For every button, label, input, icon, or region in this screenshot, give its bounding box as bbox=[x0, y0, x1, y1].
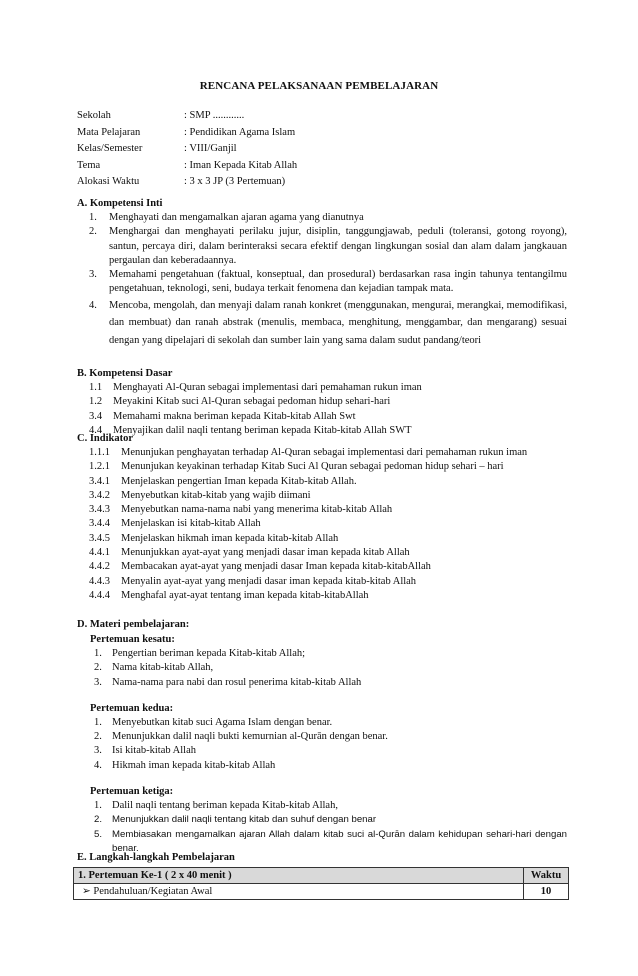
list-item bbox=[89, 589, 567, 603]
list-item bbox=[89, 395, 567, 409]
list-item bbox=[89, 268, 567, 297]
item-text: Menyebutkan kitab suci Agama Islam dengan benar. bbox=[112, 716, 333, 728]
list-item bbox=[89, 410, 567, 424]
table-cell: ➢ Pendahuluan/Kegiatan Awal bbox=[74, 884, 524, 900]
list-item bbox=[89, 446, 567, 460]
list-item bbox=[89, 297, 567, 350]
item-number: 3. bbox=[89, 269, 97, 281]
list-item bbox=[89, 460, 567, 474]
identity-value: : Pendidikan Agama Islam bbox=[184, 126, 296, 138]
item-text: Nama-nama para nabi dan rosul penerima kitab-kitab Allah bbox=[112, 676, 362, 688]
list-item bbox=[89, 475, 567, 489]
list-item bbox=[89, 532, 567, 546]
item-number: 4. bbox=[89, 299, 97, 311]
item-text: Menunjukkan dalil naqli tentang kitab dan suhuf dengan benar bbox=[112, 814, 377, 826]
identity-value: : Iman Kepada Kitab Allah bbox=[184, 159, 298, 171]
pertemuan-heading: Pertemuan kedua: bbox=[90, 702, 174, 714]
item-number: 1.2 bbox=[89, 396, 103, 408]
section-materi bbox=[77, 617, 567, 856]
item-number: 1. bbox=[89, 212, 97, 223]
identity-label: Sekolah bbox=[77, 110, 111, 121]
item-number: 1. bbox=[94, 716, 102, 728]
item-number: 3.4.2 bbox=[89, 489, 110, 501]
item-text: Dalil naqli tentang beriman kepada Kitab-kitab Allah, bbox=[112, 800, 338, 812]
pertemuan-heading: Pertemuan ketiga: bbox=[90, 786, 174, 798]
item-number: 4.4.4 bbox=[89, 589, 110, 601]
item-text: Isi kitab-kitab Allah bbox=[112, 745, 196, 757]
item-text: Meyakini Kitab suci Al-Quran sebagai pedoman hidup sehari-hari bbox=[113, 396, 391, 408]
list-item bbox=[94, 730, 567, 744]
item-text: Menghayati Al-Quran sebagai implementasi dari pemahaman rukun iman bbox=[113, 382, 422, 393]
identity-value: : VIII/Ganjil bbox=[184, 143, 237, 155]
section-heading: D. Materi pembelajaran: bbox=[77, 619, 190, 630]
list-item bbox=[94, 661, 567, 675]
item-text: Menjelaskan hikmah iman kepada kitab-kitab Allah bbox=[121, 532, 339, 544]
table-row bbox=[74, 884, 569, 900]
list-item bbox=[89, 225, 567, 268]
identity-row bbox=[77, 141, 557, 158]
list-item bbox=[89, 503, 567, 517]
item-text: Mencoba, mengolah, dan menyaji dalam ranah konkret (menggunakan, mengurai, merangkai, memodifikasi, dan membuat) dan ranah abstrak (menulis, membaca, menghitung, menggambar, dan mengarang) sesuai dengan yang dipelajari di sekolah dan sumber lain yang sama dalam sudut pandang/teori bbox=[109, 299, 567, 346]
identity-block bbox=[77, 108, 557, 191]
section-indikator bbox=[77, 431, 567, 603]
list-item bbox=[94, 759, 567, 773]
item-number: 2. bbox=[94, 814, 103, 826]
list-item bbox=[89, 546, 567, 560]
item-number: 3.4.5 bbox=[89, 532, 110, 544]
list-item bbox=[89, 517, 567, 531]
item-number: 5. bbox=[94, 828, 103, 840]
table-header-cell: Waktu bbox=[524, 868, 569, 884]
identity-value: : 3 x 3 JP (3 Pertemuan) bbox=[184, 176, 286, 188]
list-item bbox=[89, 211, 567, 225]
item-text: Menyalin ayat-ayat yang menjadi dasar iman kepada kitab-kitab Allah bbox=[121, 575, 417, 587]
item-text: Menyajikan dalil naqli tentang beriman kepada Kitab-kitab Allah SWT bbox=[113, 424, 412, 436]
item-number: 1. bbox=[94, 648, 102, 659]
steps-table bbox=[73, 867, 569, 900]
item-number: 3. bbox=[94, 676, 102, 688]
item-number: 1. bbox=[94, 800, 102, 812]
section-kompetensi-inti bbox=[77, 196, 567, 350]
identity-row bbox=[77, 108, 557, 125]
item-number: 4.4 bbox=[89, 424, 103, 436]
item-number: 1.1.1 bbox=[89, 447, 110, 458]
section-heading: A. Kompetensi Inti bbox=[77, 198, 163, 209]
item-number: 1.1 bbox=[89, 382, 103, 393]
item-number: 3.4.4 bbox=[89, 518, 110, 530]
section-heading: C. Indikator bbox=[77, 433, 134, 444]
item-number: 4. bbox=[94, 759, 102, 771]
item-text: Pengertian beriman kepada Kitab-kitab Allah; bbox=[112, 648, 306, 659]
item-number: 3. bbox=[94, 745, 102, 757]
item-text: Menunjukkan dalil naqli bukti kemurnian al-Qurān dengan benar. bbox=[112, 731, 388, 743]
item-number: 4.4.2 bbox=[89, 561, 110, 573]
item-text: Hikmah iman kepada kitab-kitab Allah bbox=[112, 759, 276, 771]
identity-row bbox=[77, 174, 557, 191]
item-text: Menunjukan keyakinan terhadap Kitab Suci Al Quran sebagai pedoman hidup sehari – hari bbox=[121, 461, 504, 473]
list-item bbox=[94, 813, 567, 827]
list-item bbox=[94, 676, 567, 690]
document-title: RENCANA PELAKSANAAN PEMBELAJARAN bbox=[199, 80, 439, 92]
list-item bbox=[89, 489, 567, 503]
item-text: Memahami makna beriman kepada Kitab-kitab Allah Swt bbox=[113, 410, 356, 422]
item-text: Membacakan ayat-ayat yang menjadi dasar Iman kepada kitab-kitabAllah bbox=[121, 561, 431, 573]
item-text: Menyebutkan kitab-kitab yang wajib diimani bbox=[121, 489, 311, 501]
item-number: 4.4.3 bbox=[89, 575, 110, 587]
identity-label: Alokasi Waktu bbox=[77, 176, 140, 188]
pertemuan-heading: Pertemuan kesatu: bbox=[90, 634, 175, 645]
item-text: Menunjukkan ayat-ayat yang menjadi dasar iman kepada kitab Allah bbox=[121, 547, 410, 559]
list-item bbox=[89, 575, 567, 589]
item-number: 3.4 bbox=[89, 410, 103, 422]
table-header-cell: 1. Pertemuan Ke-1 ( 2 x 40 menit ) bbox=[74, 868, 524, 884]
section-heading: E. Langkah-langkah Pembelajaran bbox=[77, 852, 235, 863]
item-number: 4.4.1 bbox=[89, 547, 110, 559]
item-number: 1.2.1 bbox=[89, 461, 110, 473]
table-cell: 10 bbox=[524, 884, 569, 900]
item-text: Menghayati dan mengamalkan ajaran agama yang dianutnya bbox=[109, 212, 364, 223]
item-text: Menjelaskan isi kitab-kitab Allah bbox=[121, 518, 261, 530]
item-text: Menghargai dan menghayati perilaku jujur, disiplin, tanggungjawab, peduli (toleransi, gotong royong), santun, percaya diri, dalam berinteraksi secara efektif dengan lingkungan sosial dan alam dalam jangkauan pergaulan dan keberadaannya. bbox=[109, 226, 567, 266]
table-header-row bbox=[74, 868, 569, 884]
list-item bbox=[89, 381, 567, 395]
list-item bbox=[94, 799, 567, 813]
item-text: Menjelaskan pengertian Iman kepada Kitab-kitab Allah. bbox=[121, 475, 357, 487]
section-langkah bbox=[77, 850, 567, 865]
item-number: 3.4.1 bbox=[89, 475, 110, 487]
section-heading: B. Kompetensi Dasar bbox=[77, 368, 173, 379]
identity-row bbox=[77, 125, 557, 142]
item-text: Menyebutkan nama-nama nabi yang menerima kitab-kitab Allah bbox=[121, 504, 393, 516]
item-number: 3.4.3 bbox=[89, 504, 110, 516]
item-number: 2. bbox=[94, 731, 102, 743]
list-item bbox=[94, 744, 567, 758]
identity-value: : SMP ............ bbox=[184, 110, 245, 121]
item-number: 2. bbox=[94, 662, 102, 674]
identity-label: Mata Pelajaran bbox=[77, 126, 141, 138]
identity-row bbox=[77, 158, 557, 175]
item-text: Menghafal ayat-ayat tentang iman kepada kitab-kitabAllah bbox=[121, 589, 369, 601]
list-item bbox=[94, 647, 567, 661]
list-item bbox=[89, 560, 567, 574]
item-text: Nama kitab-kitab Allah, bbox=[112, 662, 214, 674]
identity-label: Kelas/Semester bbox=[77, 143, 143, 155]
identity-label: Tema bbox=[77, 159, 101, 171]
item-text: Membiasakan mengamalkan ajaran Allah dalam kitab suci al-Qurān dalam kehidupan sehari-hari dengan benar. bbox=[112, 828, 567, 854]
list-item bbox=[94, 716, 567, 730]
section-kompetensi-dasar bbox=[77, 366, 567, 438]
item-text: Menunjukan penghayatan terhadap Al-Quran sebagai implementasi dari pemahaman rukun iman bbox=[121, 447, 528, 458]
item-number: 2. bbox=[89, 226, 97, 238]
item-text: Memahami pengetahuan (faktual, konseptual, dan prosedural) berdasarkan rasa ingin tahunya tentangilmu pengetahuan, teknologi, seni, budaya terkait fenomena dan kejadian tampak mata. bbox=[109, 269, 567, 295]
